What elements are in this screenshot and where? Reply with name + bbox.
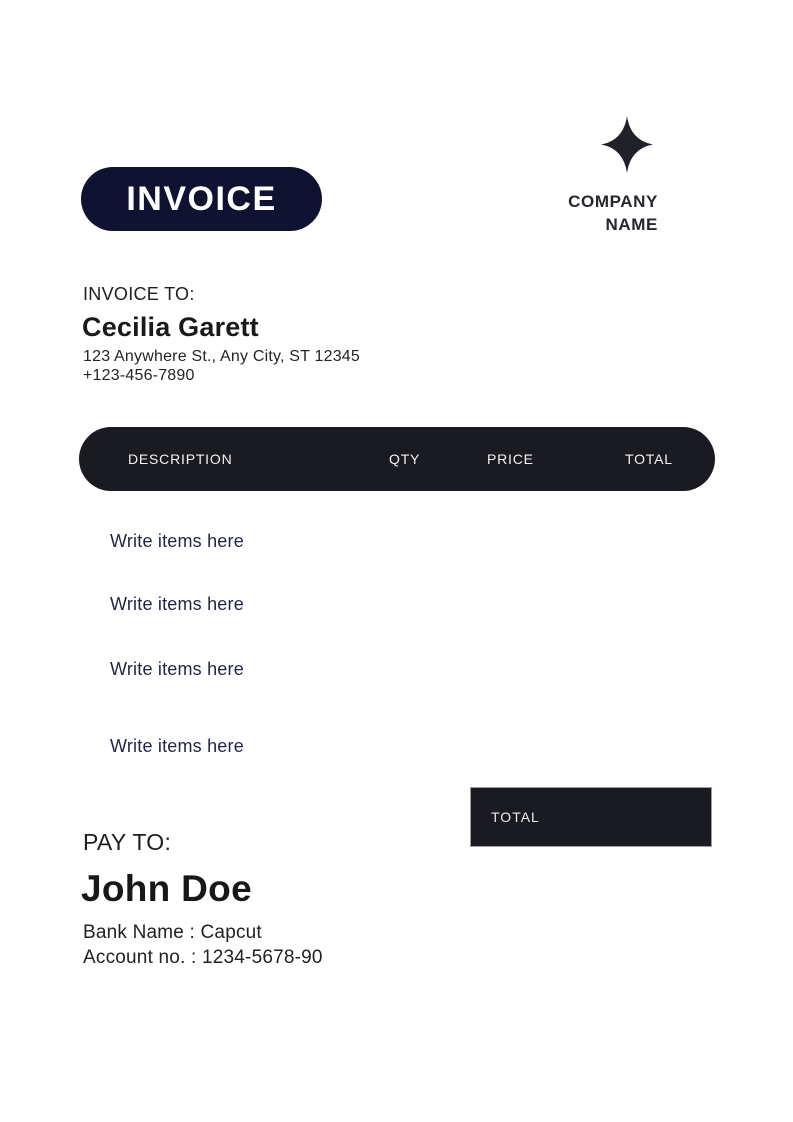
company-name-line2: NAME — [605, 215, 658, 234]
four-point-star-icon — [601, 116, 653, 173]
items-table-header — [79, 427, 715, 491]
item-row-placeholder[interactable]: Write items here — [110, 736, 244, 756]
invoice-title-badge — [81, 167, 322, 231]
company-name — [568, 190, 658, 236]
invoice-title: INVOICE — [126, 179, 277, 218]
customer-address: 123 Anywhere St., Any City, ST 12345 — [83, 348, 360, 365]
total-box — [470, 787, 712, 847]
company-name-line1: COMPANY — [568, 192, 658, 211]
item-row-placeholder[interactable]: Write items here — [110, 594, 244, 614]
customer-phone: +123-456-7890 — [83, 367, 195, 384]
item-row-placeholder[interactable]: Write items here — [110, 659, 244, 679]
payee-name: John Doe — [81, 868, 252, 909]
customer-name: Cecilia Garett — [82, 312, 259, 342]
column-header-qty: QTY — [389, 451, 421, 467]
invoice-to-label: INVOICE TO: — [83, 284, 195, 304]
pay-to-label: PAY TO: — [83, 829, 172, 855]
column-header-total: TOTAL — [625, 451, 673, 467]
column-header-description: DESCRIPTION — [128, 451, 233, 467]
item-row-placeholder[interactable]: Write items here — [110, 531, 244, 551]
column-header-price: PRICE — [487, 451, 534, 467]
bank-name: Bank Name : Capcut — [83, 922, 262, 943]
account-number: Account no. : 1234-5678-90 — [83, 947, 323, 968]
total-box-label: TOTAL — [491, 809, 540, 825]
